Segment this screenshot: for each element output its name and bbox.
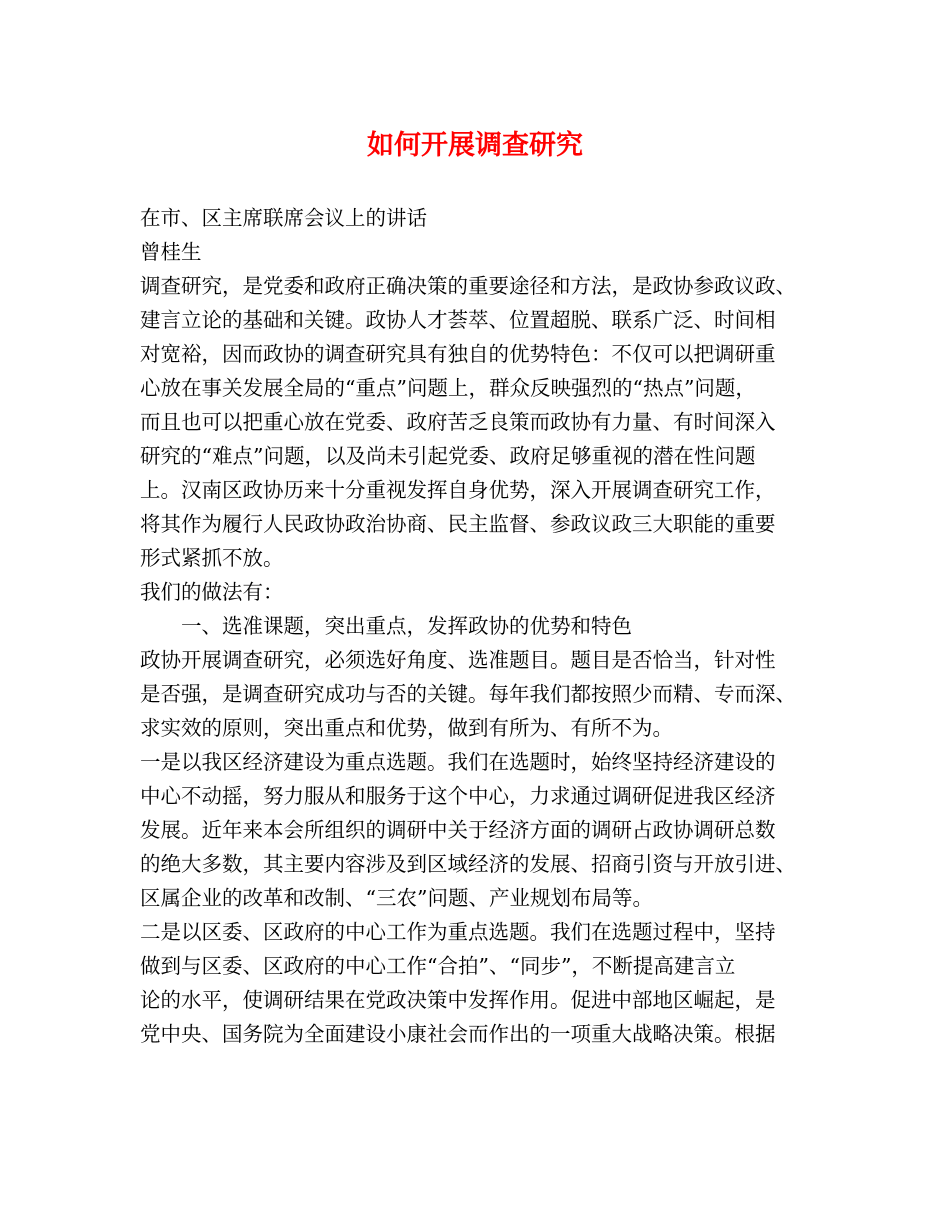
paragraph-line: 二是以区委、区政府的中心工作为重点选题。我们在选题过程中，坚持 <box>140 920 776 944</box>
paragraph-line: 求实效的原则，突出重点和优势，做到有所为、有所不为。 <box>140 716 673 740</box>
speech-occasion: 在市、区主席联席会议上的讲话 <box>140 206 427 230</box>
paragraph-line: 调查研究，是党委和政府正确决策的重要途径和方法，是政协参政议政、 <box>140 274 796 298</box>
paragraph-line: 而且也可以把重心放在党委、政府苦乏良策而政协有力量、有时间深入 <box>140 410 776 434</box>
paragraph-line: 的绝大多数，其主要内容涉及到区域经济的发展、招商引资与开放引进、 <box>140 852 796 876</box>
paragraph-line: 上。汉南区政协历来十分重视发挥自身优势，深入开展调查研究工作， <box>140 478 776 502</box>
document-title: 如何开展调查研究 <box>367 130 583 161</box>
paragraph-line: 是否强，是调查研究成功与否的关键。每年我们都按照少而精、专而深、 <box>140 682 796 706</box>
paragraph-line: 我们的做法有： <box>140 580 284 604</box>
paragraph-line: 发展。近年来本会所组织的调研中关于经济方面的调研占政协调研总数 <box>140 818 776 842</box>
paragraph-line: 心放在事关发展全局的“重点”问题上，群众反映强烈的“热点”问题， <box>140 376 756 400</box>
paragraph-line: 中心不动摇，努力服从和服务于这个中心，力求通过调研促进我区经济 <box>140 784 776 808</box>
paragraph-line: 做到与区委、区政府的中心工作“合拍”、“同步”，不断提高建言立 <box>140 954 736 978</box>
paragraph-line: 党中央、国务院为全面建设小康社会而作出的一项重大战略决策。根据 <box>140 1022 776 1046</box>
paragraph-line: 区属企业的改革和改制、“三农”问题、产业规划布局等。 <box>140 886 653 910</box>
paragraph-line: 形式紧抓不放。 <box>140 546 284 570</box>
paragraph-line: 建言立论的基础和关键。政协人才荟萃、位置超脱、联系广泛、时间相 <box>140 308 776 332</box>
paragraph-line: 一是以我区经济建设为重点选题。我们在选题时，始终坚持经济建设的 <box>140 750 776 774</box>
paragraph-line: 论的水平，使调研结果在党政决策中发挥作用。促进中部地区崛起，是 <box>140 988 776 1012</box>
author-name: 曾桂生 <box>140 240 202 264</box>
paragraph-line: 将其作为履行人民政协政治协商、民主监督、参政议政三大职能的重要 <box>140 512 776 536</box>
paragraph-line: 政协开展调查研究，必须选好角度、选准题目。题目是否恰当，针对性 <box>140 648 776 672</box>
paragraph-line: 研究的“难点”问题，以及尚未引起党委、政府足够重视的潜在性问题 <box>140 444 756 468</box>
section-heading: 一、选准课题，突出重点，发挥政协的优势和特色 <box>181 614 632 638</box>
paragraph-line: 对宽裕，因而政协的调查研究具有独自的优势特色：不仅可以把调研重 <box>140 342 776 366</box>
document-body <box>140 201 830 1051</box>
